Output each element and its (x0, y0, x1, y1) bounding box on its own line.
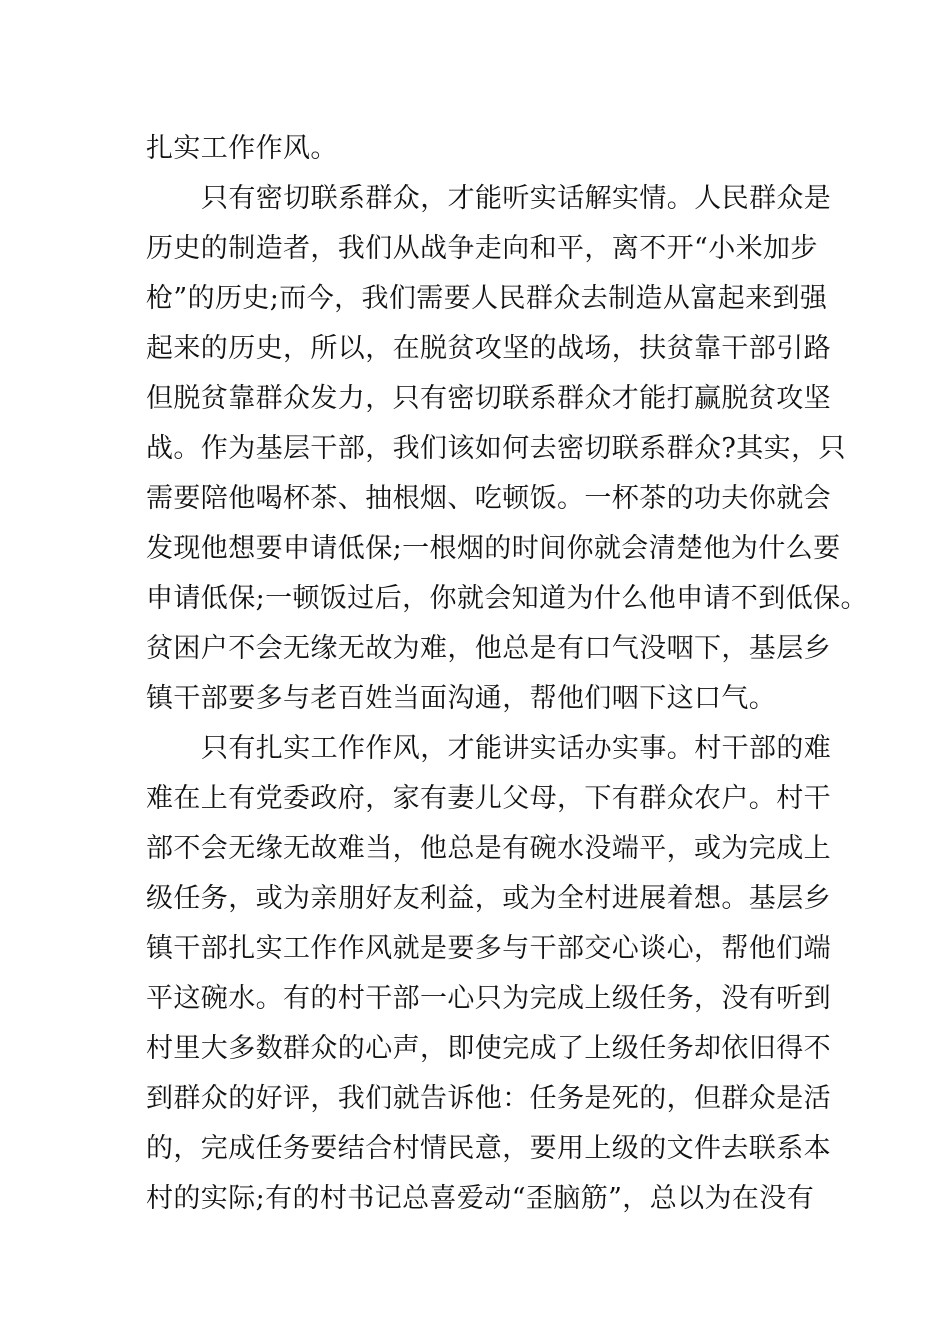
text-line: 需要陪他喝杯茶、抽根烟、吃顿饭。一杯茶的功夫你就会 (146, 483, 831, 514)
text-line: 镇干部扎实工作作风就是要多与干部交心谈心，帮他们端 (146, 933, 831, 964)
text-line: 到群众的好评，我们就告诉他：任务是死的，但群众是活 (146, 1083, 831, 1114)
text-line: 村的实际;有的村书记总喜爱动“歪脑筋”，总以为在没有 (146, 1183, 815, 1214)
paragraph-first-line: 只有扎实工作作风，才能讲实话办实事。村干部的难 (201, 733, 832, 764)
text-line: 村里大多数群众的心声，即使完成了上级任务却依旧得不 (146, 1033, 831, 1064)
text-line: 镇干部要多与老百姓当面沟通，帮他们咽下这口气。 (146, 683, 777, 714)
text-line: 但脱贫靠群众发力，只有密切联系群众才能打赢脱贫攻坚 (146, 383, 831, 414)
text-line: 申请低保;一顿饭过后，你就会知道为什么他申请不到低保。 (146, 583, 868, 614)
text-line: 枪”的历史;而今，我们需要人民群众去制造从富起来到强 (146, 283, 828, 314)
text-line: 发现他想要申请低保;一根烟的时间你就会清楚他为什么要 (146, 533, 841, 564)
text-line: 贫困户不会无缘无故为难，他总是有口气没咽下，基层乡 (146, 633, 831, 664)
text-line: 平这碗水。有的村干部一心只为完成上级任务，没有听到 (146, 983, 831, 1014)
text-line: 扎实工作作风。 (146, 133, 338, 164)
text-line: 部不会无缘无故难当，他总是有碗水没端平，或为完成上 (146, 833, 831, 864)
paragraph-first-line: 只有密切联系群众，才能听实话解实情。人民群众是 (201, 183, 832, 214)
text-line: 级任务，或为亲朋好友利益，或为全村进展着想。基层乡 (146, 883, 831, 914)
text-line: 的，完成任务要结合村情民意，要用上级的文件去联系本 (146, 1133, 831, 1164)
text-line: 历史的制造者，我们从战争走向和平，离不开“小米加步 (146, 233, 818, 264)
body-text (146, 124, 868, 1224)
text-line: 难在上有党委政府，家有妻儿父母，下有群众农户。村干 (146, 783, 831, 814)
text-line: 起来的历史，所以，在脱贫攻坚的战场，扶贫靠干部引路 (146, 333, 831, 364)
text-line: 战。作为基层干部，我们该如何去密切联系群众?其实，只 (146, 433, 846, 464)
